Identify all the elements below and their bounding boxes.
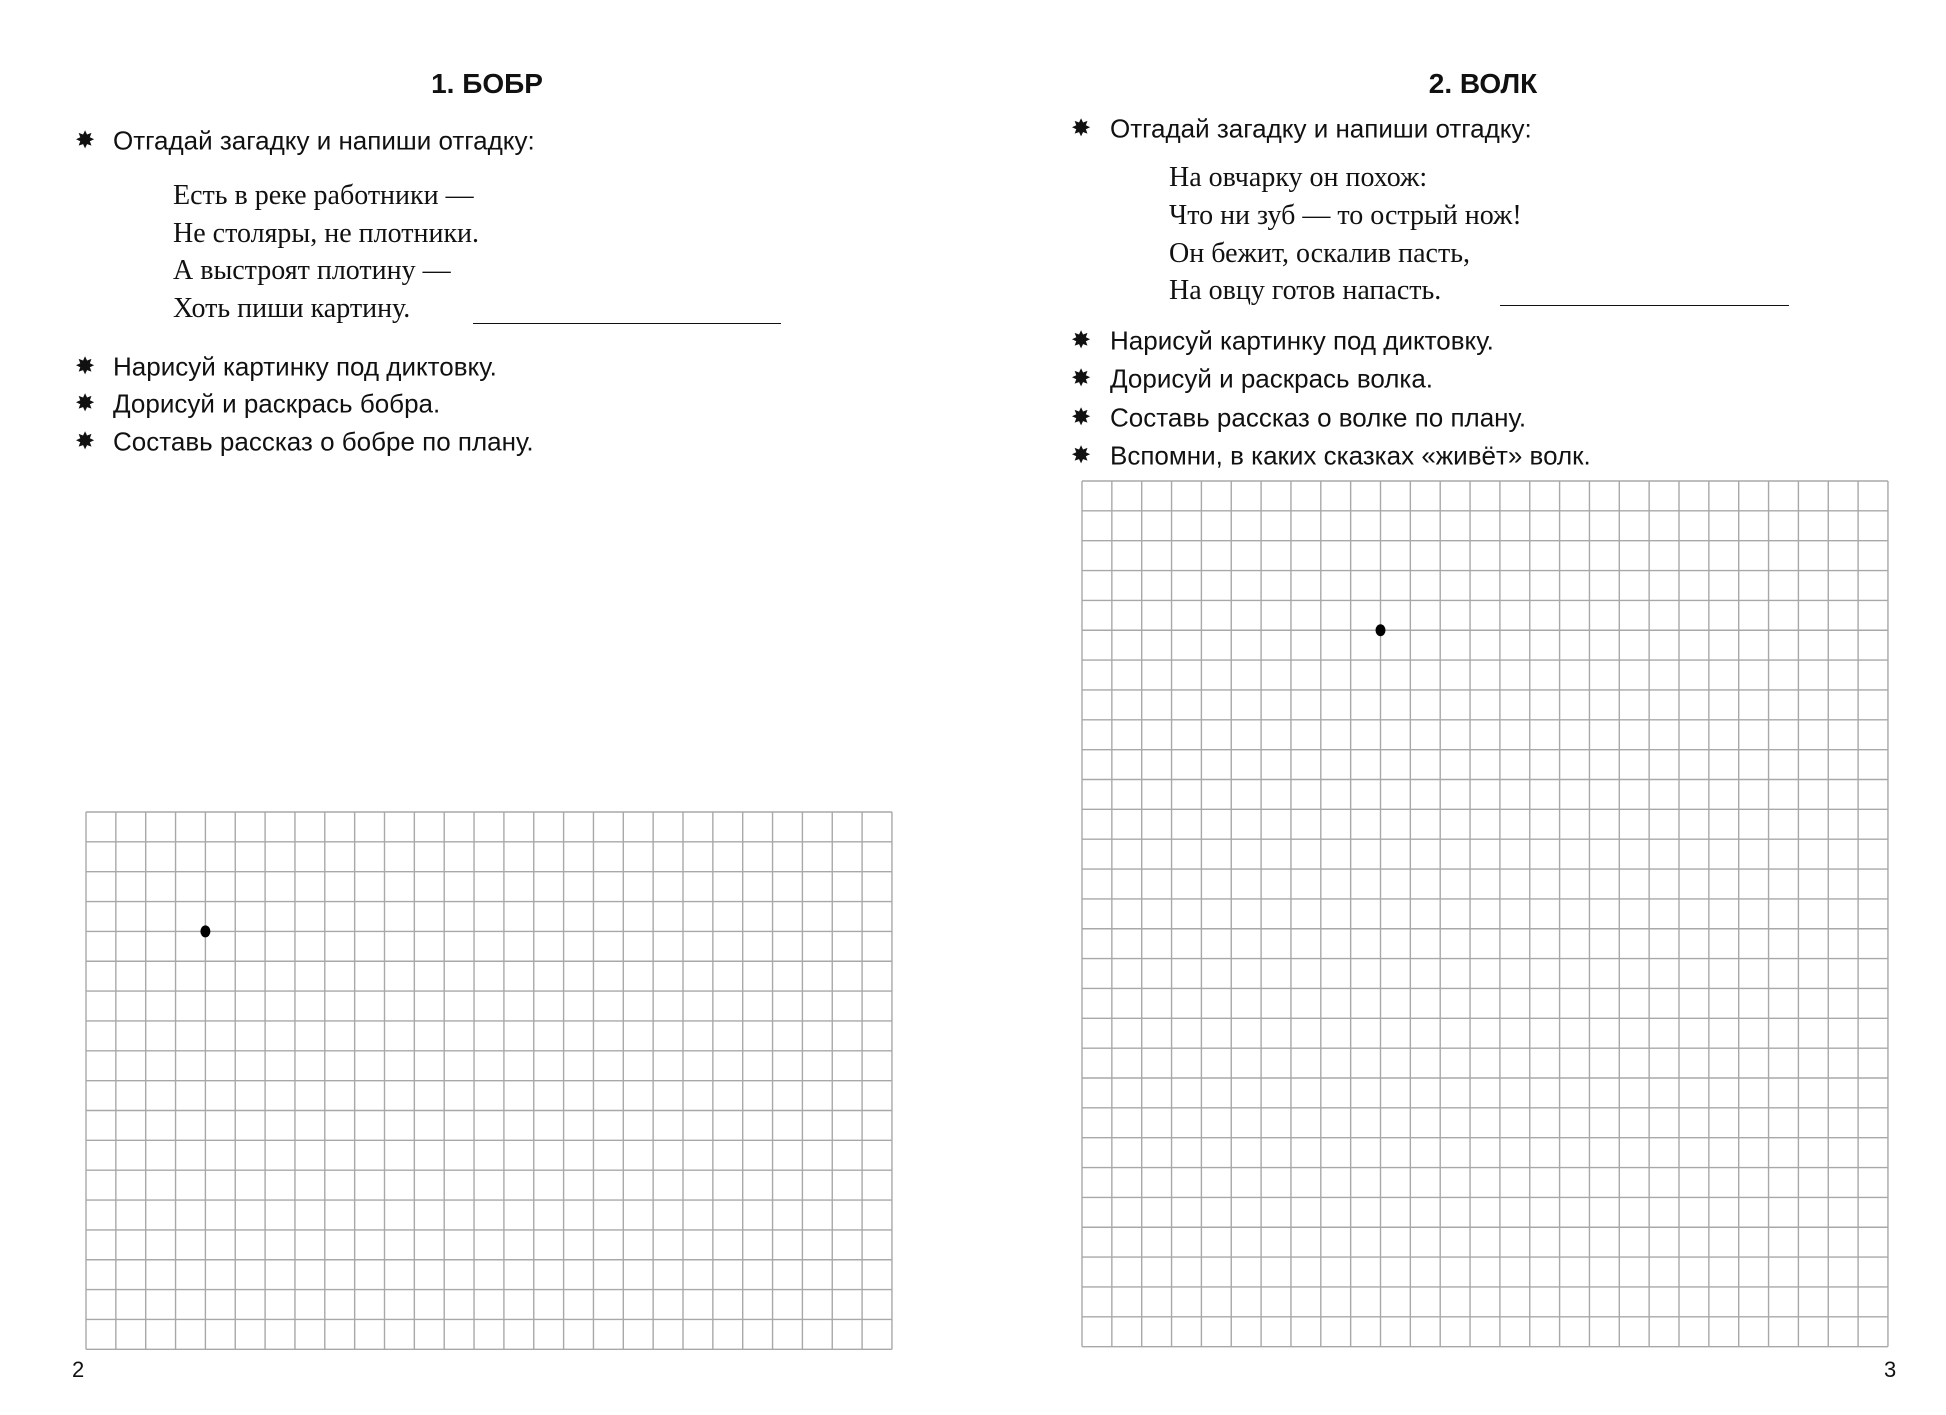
task-item: Дорисуй и раскрась волка. (1110, 363, 1434, 394)
star-icon: ✸ (75, 352, 96, 380)
task-item: Составь рассказ о волке по плану. (1110, 402, 1527, 433)
star-icon: ✸ (1071, 403, 1092, 431)
task-item: Составь рассказ о бобре по плану. (113, 426, 534, 457)
star-icon: ✸ (1071, 364, 1092, 392)
poem-line: Есть в реке работники — (173, 180, 474, 211)
task-riddle: Отгадай загадку и напиши отгадку: (113, 125, 535, 156)
poem-line: Хоть пиши картину. (173, 293, 411, 324)
page-number: 2 (72, 1357, 85, 1382)
page-title: 1. БОБР (431, 68, 543, 99)
star-icon: ✸ (75, 389, 96, 417)
poem-line: А выстроят плотину — (173, 255, 451, 286)
start-dot (1376, 624, 1386, 636)
poem-line: На овчарку он похож: (1169, 162, 1428, 193)
page-title: 2. ВОЛК (1428, 68, 1538, 99)
task-item: Вспомни, в каких сказках «живёт» волк. (1110, 440, 1591, 471)
task-item: Нарисуй картинку под диктовку. (1110, 325, 1494, 356)
start-dot (200, 925, 210, 937)
answer-line[interactable] (473, 323, 781, 324)
page-number: 3 (1884, 1357, 1897, 1382)
task-item: Нарисуй картинку под диктовку. (113, 351, 497, 382)
star-icon: ✸ (75, 126, 96, 154)
drawing-grid[interactable] (1081, 480, 1891, 1350)
poem-line: Не столяры, не плотники. (173, 218, 480, 249)
task-riddle: Отгадай загадку и напиши отгадку: (1110, 113, 1532, 144)
answer-line[interactable] (1500, 305, 1789, 306)
task-item: Дорисуй и раскрась бобра. (113, 388, 441, 419)
star-icon: ✸ (75, 427, 96, 455)
star-icon: ✸ (1071, 114, 1092, 142)
poem-line: Что ни зуб — то острый нож! (1169, 200, 1522, 231)
drawing-grid[interactable] (85, 811, 895, 1351)
star-icon: ✸ (1071, 441, 1092, 469)
star-icon: ✸ (1071, 326, 1092, 354)
poem-line: Он бежит, оскалив пасть, (1169, 238, 1470, 269)
poem-line: На овцу готов напасть. (1169, 275, 1442, 306)
